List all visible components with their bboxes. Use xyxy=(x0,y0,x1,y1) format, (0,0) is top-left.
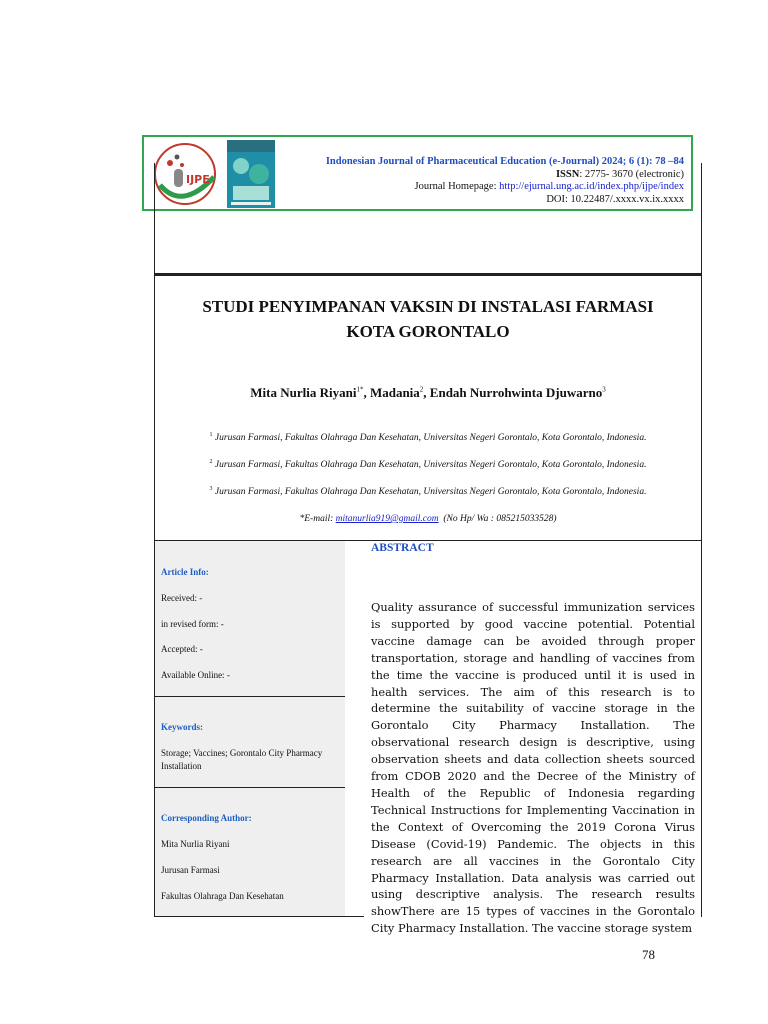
affiliation-sup: 2 xyxy=(209,459,213,465)
received-date: Received: - xyxy=(161,593,203,603)
email-link[interactable]: mitanurlia919@gmail.com xyxy=(335,514,439,524)
affiliation-3 xyxy=(154,486,702,497)
journal-cover-thumbnail xyxy=(227,140,275,208)
author-list: Mita Nurlia Riyani$^{1*}$, Madania$^2$, Endah Nurrohwinta Djuwarno$^3$ xyxy=(250,385,606,400)
info-divider-1 xyxy=(155,696,345,697)
page-number: 78 xyxy=(642,947,655,962)
doi-line: DOI: 10.22487/.xxxx.vx.ix.xxxx xyxy=(546,194,684,205)
info-bottom-line xyxy=(154,916,364,917)
corresponding-author-faculty: Fakultas Olahraga Dan Kesehatan xyxy=(161,891,284,901)
abstract-text: Quality assurance of successful immunization services is supported by good vaccine potential. Potential vaccine damage can be avoided through proper transportation, storage and handling of vaccines from the time the vaccine is produced until it is used in health services. The aim of this research is to determine the suitability of vaccine storage in the Gorontalo City Pharmacy Installation. The observational research design is descriptive, using observation sheets and data collection sheets sourced from CDOB 2020 and the Decree of the Ministry of Health of the Republic of Indonesia regarding Technical Instructions for Implementing Vaccination in the Context of Overcoming the 2019 Corona Virus Disease (Covid-19) Pandemic. The objects in this research are all vaccines in the Gorontalo City Pharmacy Installation. Data analysis was carried out using descriptive analysis. The research results showThere are 15 types of vaccines in the Gorontalo City Pharmacy Installation. The vaccine storage system xyxy=(371,600,695,936)
issn-line xyxy=(556,169,684,180)
journal-logo xyxy=(152,141,222,207)
affiliation-text: Jurusan Farmasi, Fakultas Olahraga Dan Kesehatan, Universitas Negeri Gorontalo, Kota Gorontalo, Indonesia. xyxy=(214,433,647,444)
corresponding-author-title: Corresponding Author: xyxy=(161,813,252,823)
homepage-label: Journal Homepage: xyxy=(414,181,500,192)
author-name: Mita Nurlia Riyani xyxy=(250,385,357,400)
info-divider-2 xyxy=(155,787,345,788)
issn-value: : 2775- 3670 (electronic) xyxy=(579,169,684,180)
logo-text: IJPE xyxy=(186,173,210,186)
issn-label: ISSN xyxy=(555,169,580,180)
accepted-date: Accepted: - xyxy=(161,644,203,654)
author-sup: 3 xyxy=(602,385,606,394)
journal-citation-line: Indonesian Journal of Pharmaceutical Education (e-Journal) 2024; 6 (1): 78 –84 xyxy=(325,156,684,167)
affiliation-text: Jurusan Farmasi, Fakultas Olahraga Dan Kesehatan, Universitas Negeri Gorontalo, Kota Gorontalo, Indonesia. xyxy=(214,487,647,498)
article-info-title: Article Info: xyxy=(161,567,209,577)
online-date: Available Online: - xyxy=(161,670,230,680)
author-name: Endah Nurrohwinta Djuwarno xyxy=(429,385,603,400)
affiliation-1 xyxy=(154,432,702,443)
article-title xyxy=(154,294,702,344)
homepage-line xyxy=(415,181,684,192)
email-label: *E-mail: xyxy=(299,514,336,524)
keywords-title: Keywords: xyxy=(161,722,203,732)
author-sup: 1* xyxy=(356,385,364,394)
affiliation-text: Jurusan Farmasi, Fakultas Olahraga Dan Kesehatan, Universitas Negeri Gorontalo, Kota Gorontalo, Indonesia. xyxy=(214,460,647,471)
abstract-heading: ABSTRACT xyxy=(371,542,434,554)
revised-date: in revised form: - xyxy=(161,619,224,629)
keywords-text: Storage; Vaccines; Gorontalo City Pharmacy Installation xyxy=(161,748,323,771)
homepage-link[interactable]: http://ejurnal.ung.ac.id/index.php/ijpe/index xyxy=(499,181,684,192)
affiliation-sup: 3 xyxy=(209,486,213,492)
correspondence-email-line xyxy=(154,514,702,524)
affiliation-2 xyxy=(154,459,702,470)
corresponding-author-name: Mita Nurlia Riyani xyxy=(161,839,230,849)
corresponding-author-dept: Jurusan Farmasi xyxy=(161,865,220,875)
frame-left-line xyxy=(154,163,155,541)
affiliation-sup: 1 xyxy=(209,432,213,438)
header-divider xyxy=(154,273,702,276)
author-sup: 2 xyxy=(419,385,424,394)
author-name: Madania xyxy=(369,385,420,400)
phone-text: (No Hp/ Wa : 085215033528) xyxy=(443,514,557,524)
title-line-1: STUDI PENYIMPANAN VAKSIN DI INSTALASI FARMASI xyxy=(202,297,654,316)
title-line-2: KOTA GORONTALO xyxy=(346,322,510,341)
